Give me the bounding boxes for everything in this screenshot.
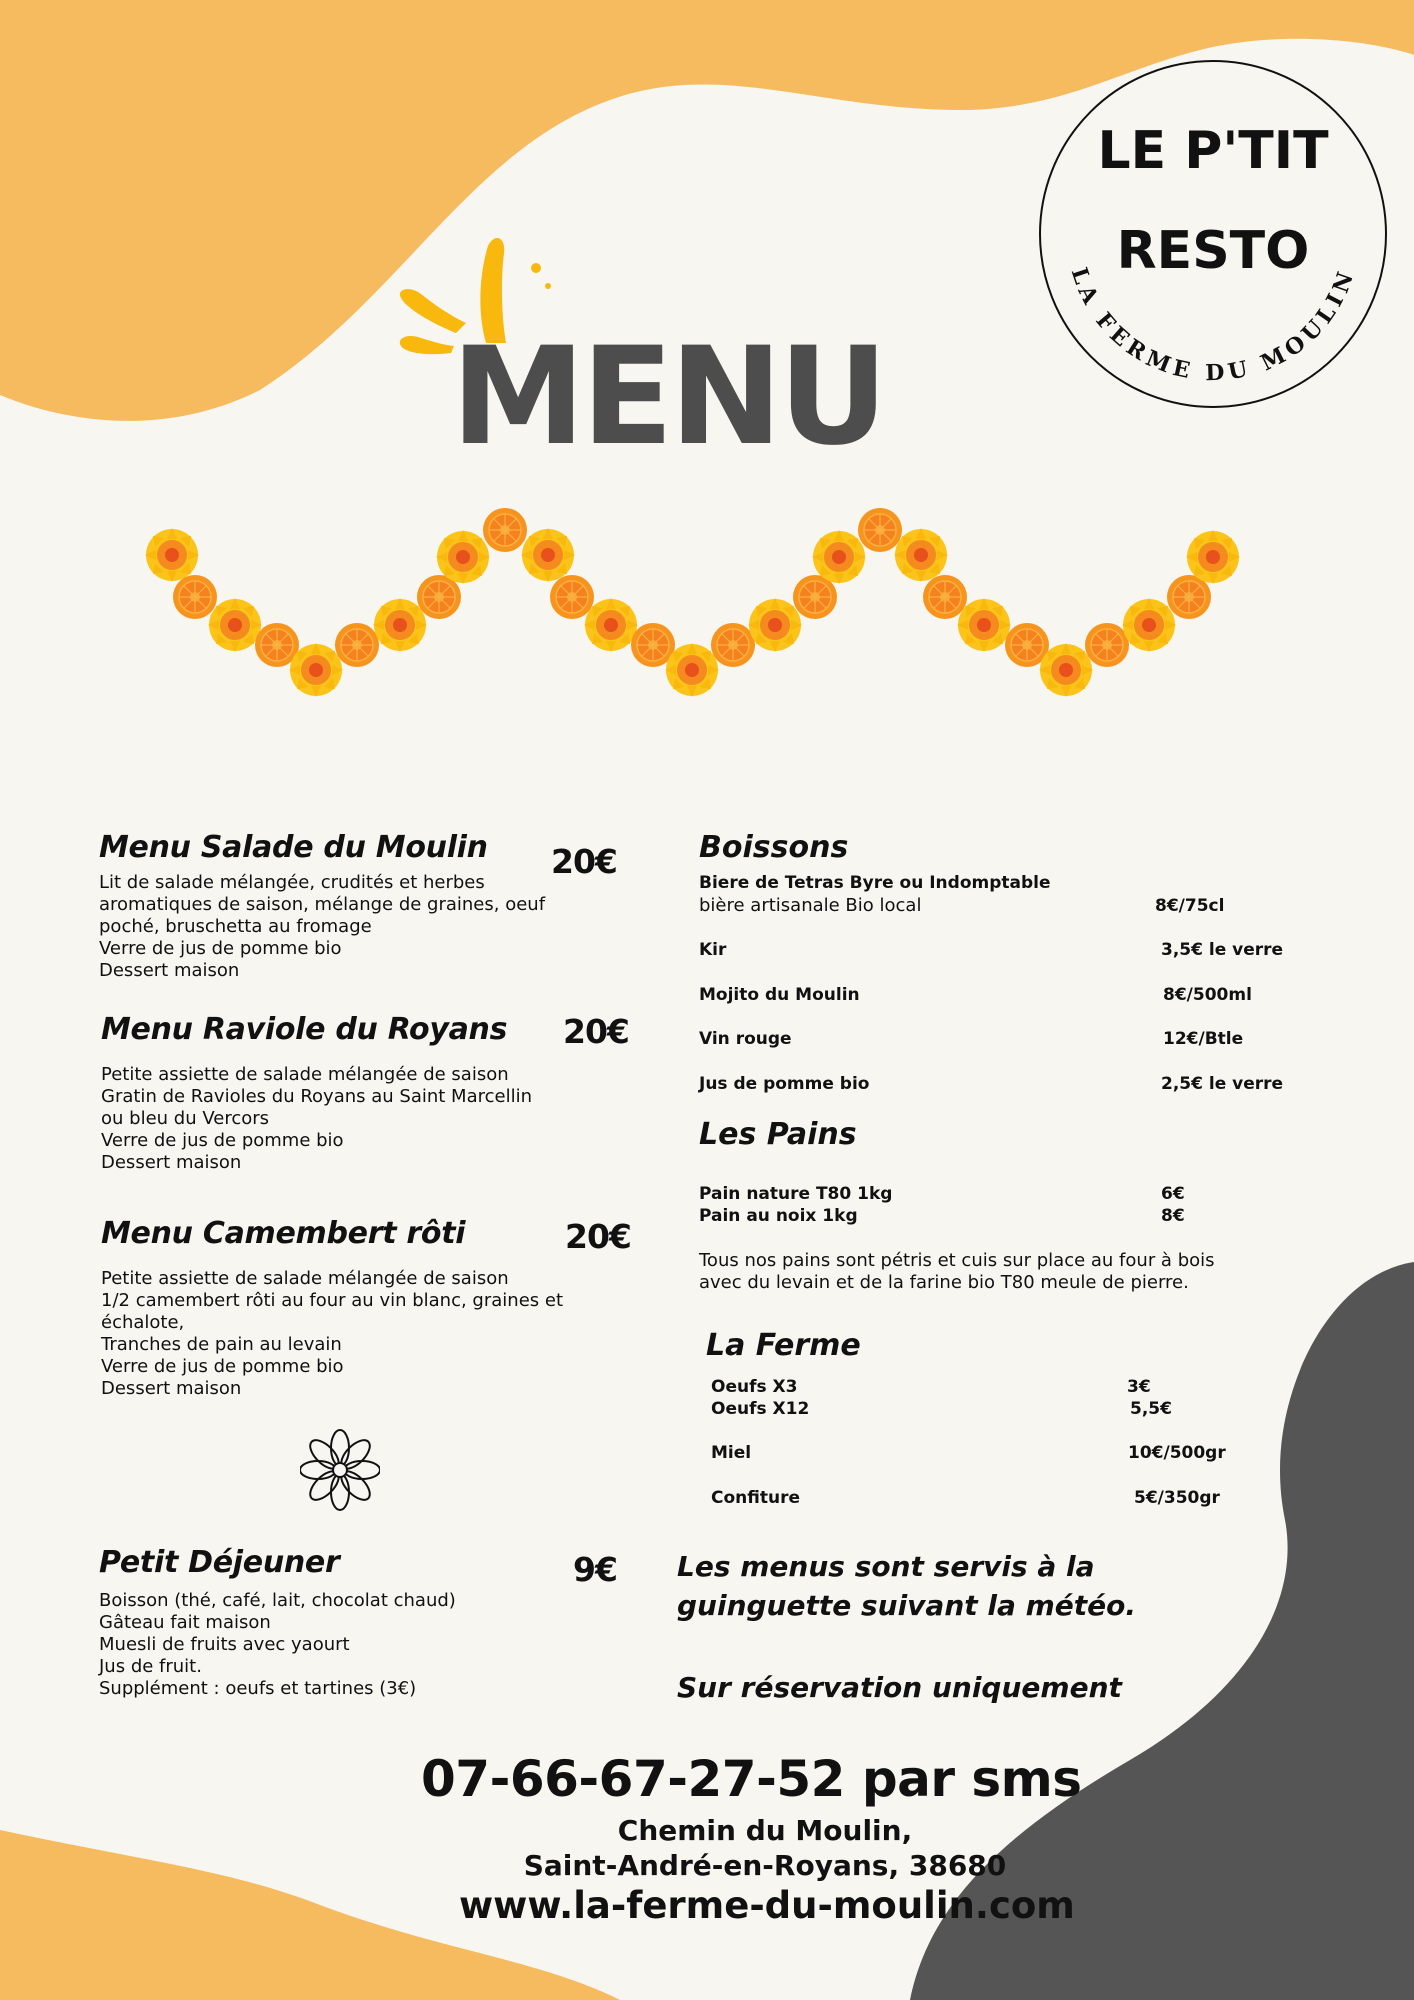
ferme-price-oeufs12: 5,5€	[1130, 1399, 1172, 1419]
daisy-flower-icon	[300, 1428, 380, 1512]
note-reservation: Sur réservation uniquement	[677, 1671, 1122, 1704]
menu-camembert-description: Petite assiette de salade mélangée de saison 1/2 camembert rôti au four au vin blanc, graines et échalote, Tranches de pain au levain Verre de jus de pomme bio Dessert maison	[101, 1268, 563, 1399]
boisson-price-jus: 2,5€ le verre	[1161, 1074, 1284, 1094]
biere-price: 8€/75cl	[1155, 896, 1225, 916]
boisson-item-jus: Jus de pomme bio	[699, 1074, 870, 1094]
petit-dejeuner-title: Petit Déjeuner	[99, 1545, 340, 1580]
logo-line1: LE P'TIT	[1097, 121, 1329, 181]
menu-camembert-price: 20€	[565, 1217, 631, 1256]
menu-title: MENU	[451, 318, 885, 458]
pain-nature-price: 6€	[1161, 1184, 1185, 1204]
petit-dejeuner-description: Boisson (thé, café, lait, chocolat chaud) Gâteau fait maison Muesli de fruits avec yaourt Jus de fruit. Supplément : oeufs et tartines (3€)	[99, 1590, 456, 1699]
boissons-title: Boissons	[699, 830, 849, 865]
boisson-item-vin: Vin rouge	[699, 1029, 792, 1049]
contact-address-line1: Chemin du Moulin,	[617, 1814, 913, 1847]
ferme-title: La Ferme	[706, 1328, 861, 1363]
menu-camembert-title: Menu Camembert rôti	[101, 1216, 466, 1251]
ferme-item-oeufs3: Oeufs X3	[711, 1377, 798, 1397]
ferme-price-miel: 10€/500gr	[1128, 1443, 1226, 1463]
pain-noix-name: Pain au noix 1kg	[699, 1206, 858, 1226]
menu-title-graphic	[376, 228, 886, 458]
menu-salade-description: Lit de salade mélangée, crudités et herbes aromatiques de saison, mélange de graines, oeuf poché, bruschetta au fromage Verre de jus de pomme bio Dessert maison	[99, 872, 546, 981]
logo-arc-text: LA FERME DU MOULIN	[1065, 264, 1361, 387]
pains-note-line2: avec du levain et de la farine bio T80 meule de pierre.	[699, 1272, 1189, 1293]
ferme-price-confiture: 5€/350gr	[1134, 1488, 1220, 1508]
biere-description: bière artisanale Bio local	[699, 895, 922, 916]
pain-nature-name: Pain nature T80 1kg	[699, 1184, 893, 1204]
menu-raviole-title: Menu Raviole du Royans	[101, 1012, 508, 1047]
note-line2: guinguette suivant la météo.	[677, 1589, 1137, 1622]
boisson-price-mojito: 8€/500ml	[1163, 985, 1252, 1005]
ferme-item-confiture: Confiture	[711, 1488, 801, 1508]
pains-title: Les Pains	[699, 1117, 857, 1152]
svg-text:LA FERME DU MOULIN	[1066, 264, 1361, 386]
ferme-item-oeufs12: Oeufs X12	[711, 1399, 810, 1419]
boisson-price-kir: 3,5€ le verre	[1161, 940, 1284, 960]
boisson-item-kir: Kir	[699, 940, 727, 960]
ferme-item-miel: Miel	[711, 1443, 752, 1463]
logo	[1037, 58, 1389, 410]
contact-address-line2: Saint-André-en-Royans, 38680	[523, 1849, 1007, 1882]
pain-noix-price: 8€	[1161, 1206, 1185, 1226]
ferme-price-oeufs3: 3€	[1127, 1377, 1151, 1397]
contact-website: www.la-ferme-du-moulin.com	[459, 1884, 1075, 1927]
menu-raviole-description: Petite assiette de salade mélangée de saison Gratin de Ravioles du Royans au Saint Marcellin ou bleu du Vercors Verre de jus de pomme bio Dessert maison	[101, 1064, 532, 1173]
petit-dejeuner-price: 9€	[573, 1550, 617, 1589]
logo-line2: RESTO	[1116, 221, 1310, 281]
boisson-price-vin: 12€/Btle	[1163, 1029, 1244, 1049]
menu-raviole-price: 20€	[563, 1012, 629, 1051]
menu-salade-price: 20€	[551, 842, 617, 881]
note-line1: Les menus sont servis à la	[677, 1550, 1095, 1583]
biere-name: Biere de Tetras Byre ou Indomptable	[699, 873, 1051, 893]
contact-phone: 07-66-67-27-52 par sms	[421, 1750, 1082, 1808]
pains-note-line1: Tous nos pains sont pétris et cuis sur place au four à bois	[699, 1250, 1215, 1271]
boisson-item-mojito: Mojito du Moulin	[699, 985, 860, 1005]
menu-salade-title: Menu Salade du Moulin	[99, 830, 488, 865]
